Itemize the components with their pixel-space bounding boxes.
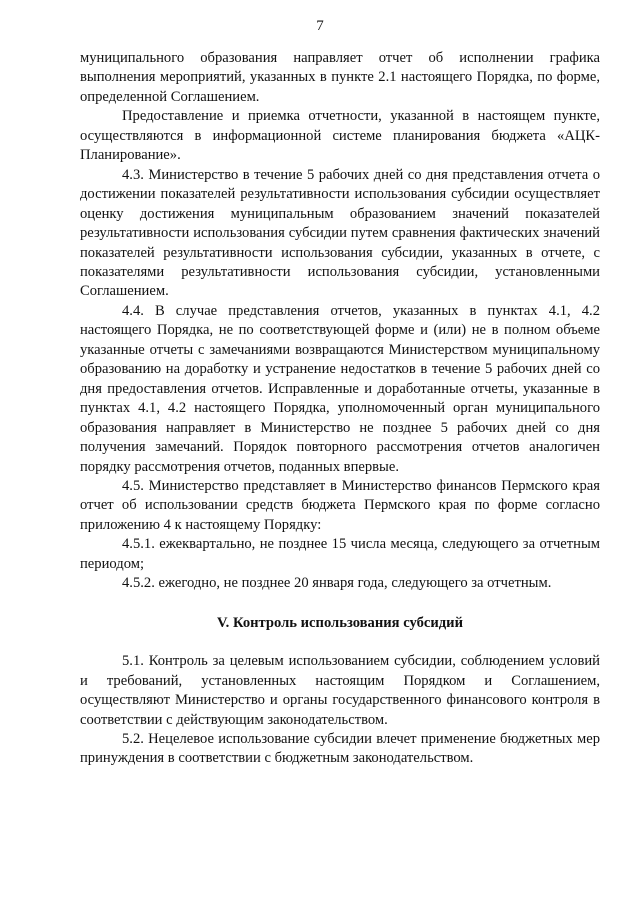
section-heading: V. Контроль использования субсидий — [217, 614, 463, 631]
spacer — [80, 594, 600, 614]
paragraph-reporting-schedule: муниципального образования направляет отчет об исполнении графика выполнения мероприятий, указанных в пункте 2.1 настоящего Порядка, по форме, определенной Соглашением. — [80, 50, 600, 105]
page-number: 7 — [316, 18, 324, 34]
paragraph-4-3: 4.3. Министерство в течение 5 рабочих дней со дня представления отчета о достижении показателей результативности использования субсидии осуществляет оценку достижения муниципальным образованием значений показателей результативности использования субсидии путем сравнения фактических значений показателей результативности использования субсидии, указанных в отчете, с показателями результативности использования субсидии, установленными Соглашением. — [80, 166, 600, 300]
paragraph-4-5-2: 4.5.2. ежегодно, не позднее 20 января года, следующего за отчетным. — [122, 575, 552, 592]
paragraph-4-5: 4.5. Министерство представляет в Министерство финансов Пермского края отчет об использовании средств бюджета Пермского края по форме согласно приложению 4 к настоящему Порядку: — [80, 477, 600, 533]
paragraph-4-5-1: 4.5.1. ежеквартально, не позднее 15 числа месяца, следующего за отчетным периодом; — [80, 536, 600, 572]
paragraph-reporting-system: Предоставление и приемка отчетности, указанной в настоящем пункте, осуществляются в информационной системе планирования бюджета «АЦК-Планирование». — [80, 108, 600, 164]
paragraph-5-1: 5.1. Контроль за целевым использованием субсидии, соблюдением условий и требований, установленных настоящим Порядком и Соглашением, осуществляют Министерство и органы государственного финансового контроля в соответствии с действующим законодательством. — [80, 653, 600, 728]
spacer — [80, 633, 600, 652]
paragraph-4-4: 4.4. В случае представления отчетов, указанных в пунктах 4.1, 4.2 настоящего Порядка, не по соответствующей форме и (или) не в полном объеме указанные отчеты с замечаниями возвращаются Министерством муниципальному образованию на доработку и устранение недостатков в течение 5 рабочих дней со дня предоставления отчетов. Исправленные и доработанные отчеты, указанные в пунктах 4.1, 4.2 настоящего Порядка, уполномоченный орган муниципального образования направляет в Министерство не позднее 5 рабочих дней со дня получения замечаний. Порядок повторного рассмотрения отчетов аналогичен порядку рассмотрения отчетов, поданных впервые. — [80, 302, 600, 475]
paragraph-5-2: 5.2. Нецелевое использование субсидии влечет применение бюджетных мер принуждения в соответствии с бюджетным законодательством. — [80, 730, 600, 767]
document-body — [80, 49, 600, 769]
